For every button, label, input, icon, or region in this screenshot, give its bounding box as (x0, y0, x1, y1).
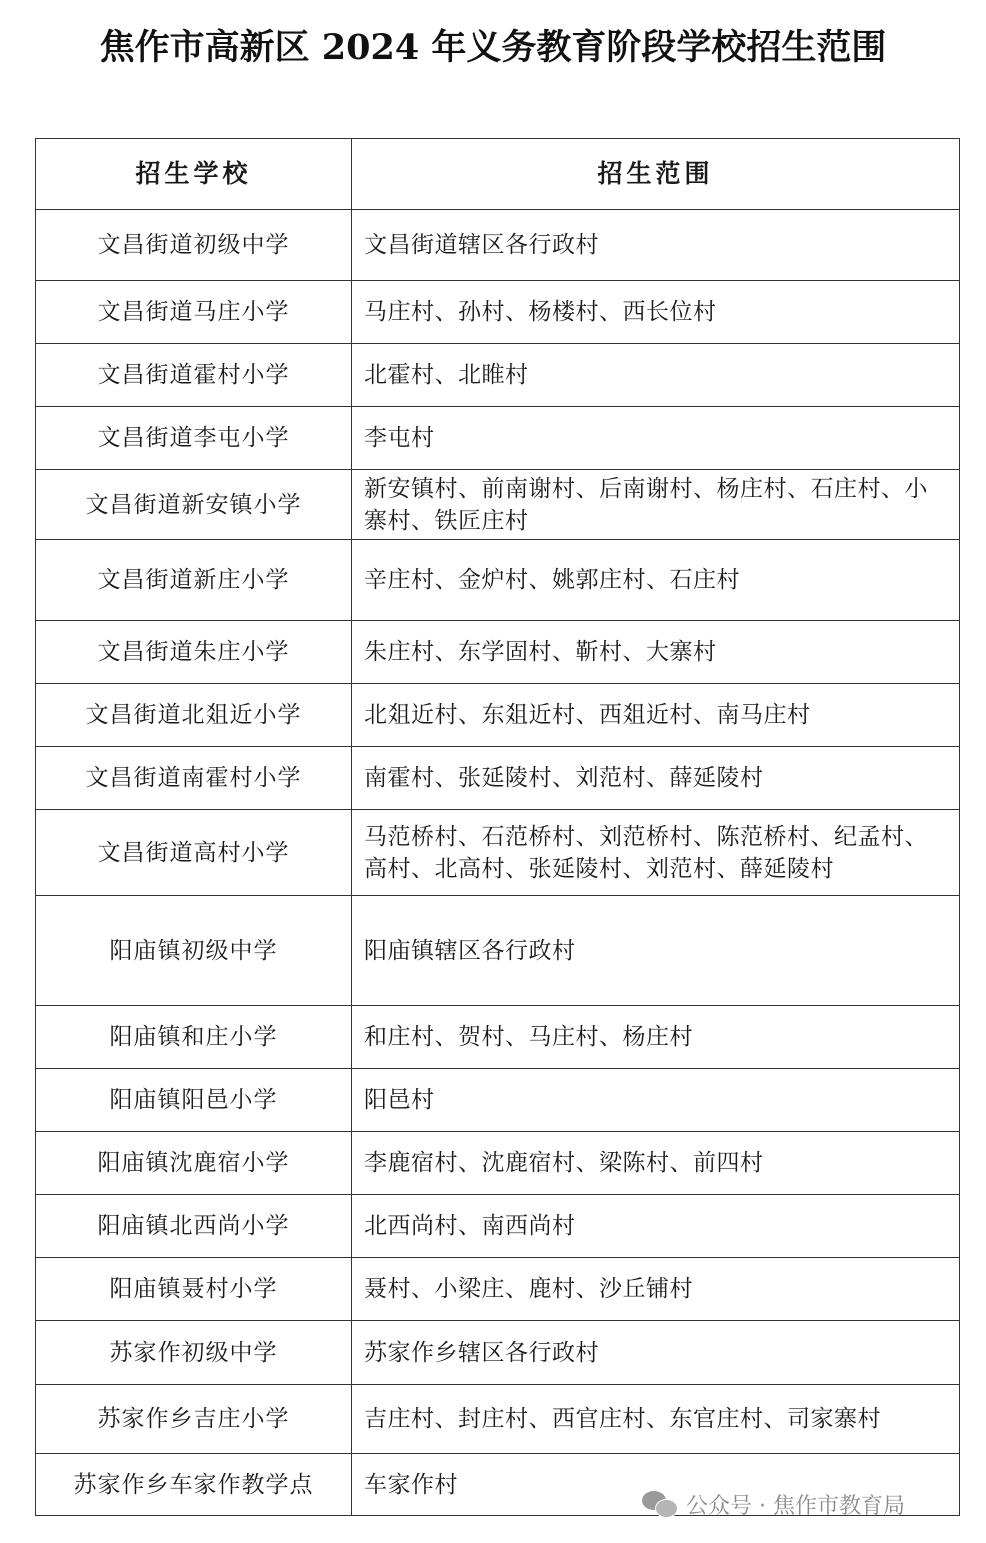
admission-range: 马庄村、孙村、杨楼村、西长位村 (352, 281, 960, 344)
school-name: 阳庙镇北西尚小学 (36, 1195, 352, 1258)
table-row (36, 407, 960, 470)
table-row (36, 1385, 960, 1454)
admission-range: 李屯村 (352, 407, 960, 470)
admission-range: 阳邑村 (352, 1069, 960, 1132)
table-row (36, 344, 960, 407)
admission-range: 李鹿宿村、沈鹿宿村、梁陈村、前四村 (352, 1132, 960, 1195)
watermark-label: 公众号 · 焦作市教育局 (686, 1493, 905, 1519)
admission-range: 北西尚村、南西尚村 (352, 1195, 960, 1258)
admission-range: 北爼近村、东爼近村、西爼近村、南马庄村 (352, 684, 960, 747)
school-name: 文昌街道马庄小学 (36, 281, 352, 344)
admission-range: 车家作村 (352, 1454, 960, 1516)
school-name: 阳庙镇沈鹿宿小学 (36, 1132, 352, 1195)
admission-range: 北霍村、北睢村 (352, 344, 960, 407)
admission-range: 苏家作乡辖区各行政村 (352, 1321, 960, 1385)
school-name: 阳庙镇聂村小学 (36, 1258, 352, 1321)
school-name: 苏家作乡吉庄小学 (36, 1385, 352, 1454)
table-row (36, 1069, 960, 1132)
school-name: 阳庙镇阳邑小学 (36, 1069, 352, 1132)
admission-range: 聂村、小梁庄、鹿村、沙丘铺村 (352, 1258, 960, 1321)
admission-range: 阳庙镇辖区各行政村 (352, 896, 960, 1006)
admission-range: 辛庄村、金炉村、姚郭庄村、石庄村 (352, 540, 960, 621)
table-row (36, 1321, 960, 1385)
school-name: 阳庙镇和庄小学 (36, 1006, 352, 1069)
table-row (36, 1006, 960, 1069)
admission-range: 吉庄村、封庄村、西官庄村、东官庄村、司家寨村 (352, 1385, 960, 1454)
table-row (36, 684, 960, 747)
table-row (36, 621, 960, 684)
table-row (36, 747, 960, 810)
school-name: 文昌街道北爼近小学 (36, 684, 352, 747)
school-name: 苏家作乡车家作教学点 (36, 1454, 352, 1516)
page-title: 焦作市高新区 2024 年义务教育阶段学校招生范围 (99, 27, 887, 68)
admission-range: 文昌街道辖区各行政村 (352, 210, 960, 281)
table-row (36, 470, 960, 540)
table-row (36, 540, 960, 621)
school-name: 文昌街道新安镇小学 (36, 470, 352, 540)
school-name: 文昌街道南霍村小学 (36, 747, 352, 810)
table-row (36, 810, 960, 896)
admission-range: 马范桥村、石范桥村、刘范桥村、陈范桥村、纪孟村、高村、北高村、张延陵村、刘范村、薛延陵村 (352, 810, 960, 896)
table-row (36, 210, 960, 281)
school-name: 文昌街道朱庄小学 (36, 621, 352, 684)
school-name: 文昌街道霍村小学 (36, 344, 352, 407)
school-name: 文昌街道高村小学 (36, 810, 352, 896)
table-row (36, 1258, 960, 1321)
admission-range: 和庄村、贺村、马庄村、杨庄村 (352, 1006, 960, 1069)
column-header-range: 招生范围 (352, 139, 960, 210)
school-name: 阳庙镇初级中学 (36, 896, 352, 1006)
table-row (36, 1132, 960, 1195)
school-name: 文昌街道新庄小学 (36, 540, 352, 621)
table-header-row (36, 139, 960, 210)
admission-range: 朱庄村、东学固村、靳村、大寨村 (352, 621, 960, 684)
table-row (36, 896, 960, 1006)
school-name: 文昌街道李屯小学 (36, 407, 352, 470)
admission-range: 南霍村、张延陵村、刘范村、薛延陵村 (352, 747, 960, 810)
wechat-official-account-watermark (642, 1486, 905, 1522)
admission-range-table (35, 138, 960, 1516)
table-row (36, 1195, 960, 1258)
column-header-school: 招生学校 (36, 139, 352, 210)
admission-range: 新安镇村、前南谢村、后南谢村、杨庄村、石庄村、小寨村、铁匠庄村 (352, 470, 960, 540)
school-name: 文昌街道初级中学 (36, 210, 352, 281)
table-row (36, 281, 960, 344)
school-name: 苏家作初级中学 (36, 1321, 352, 1385)
wechat-icon (642, 1489, 678, 1519)
